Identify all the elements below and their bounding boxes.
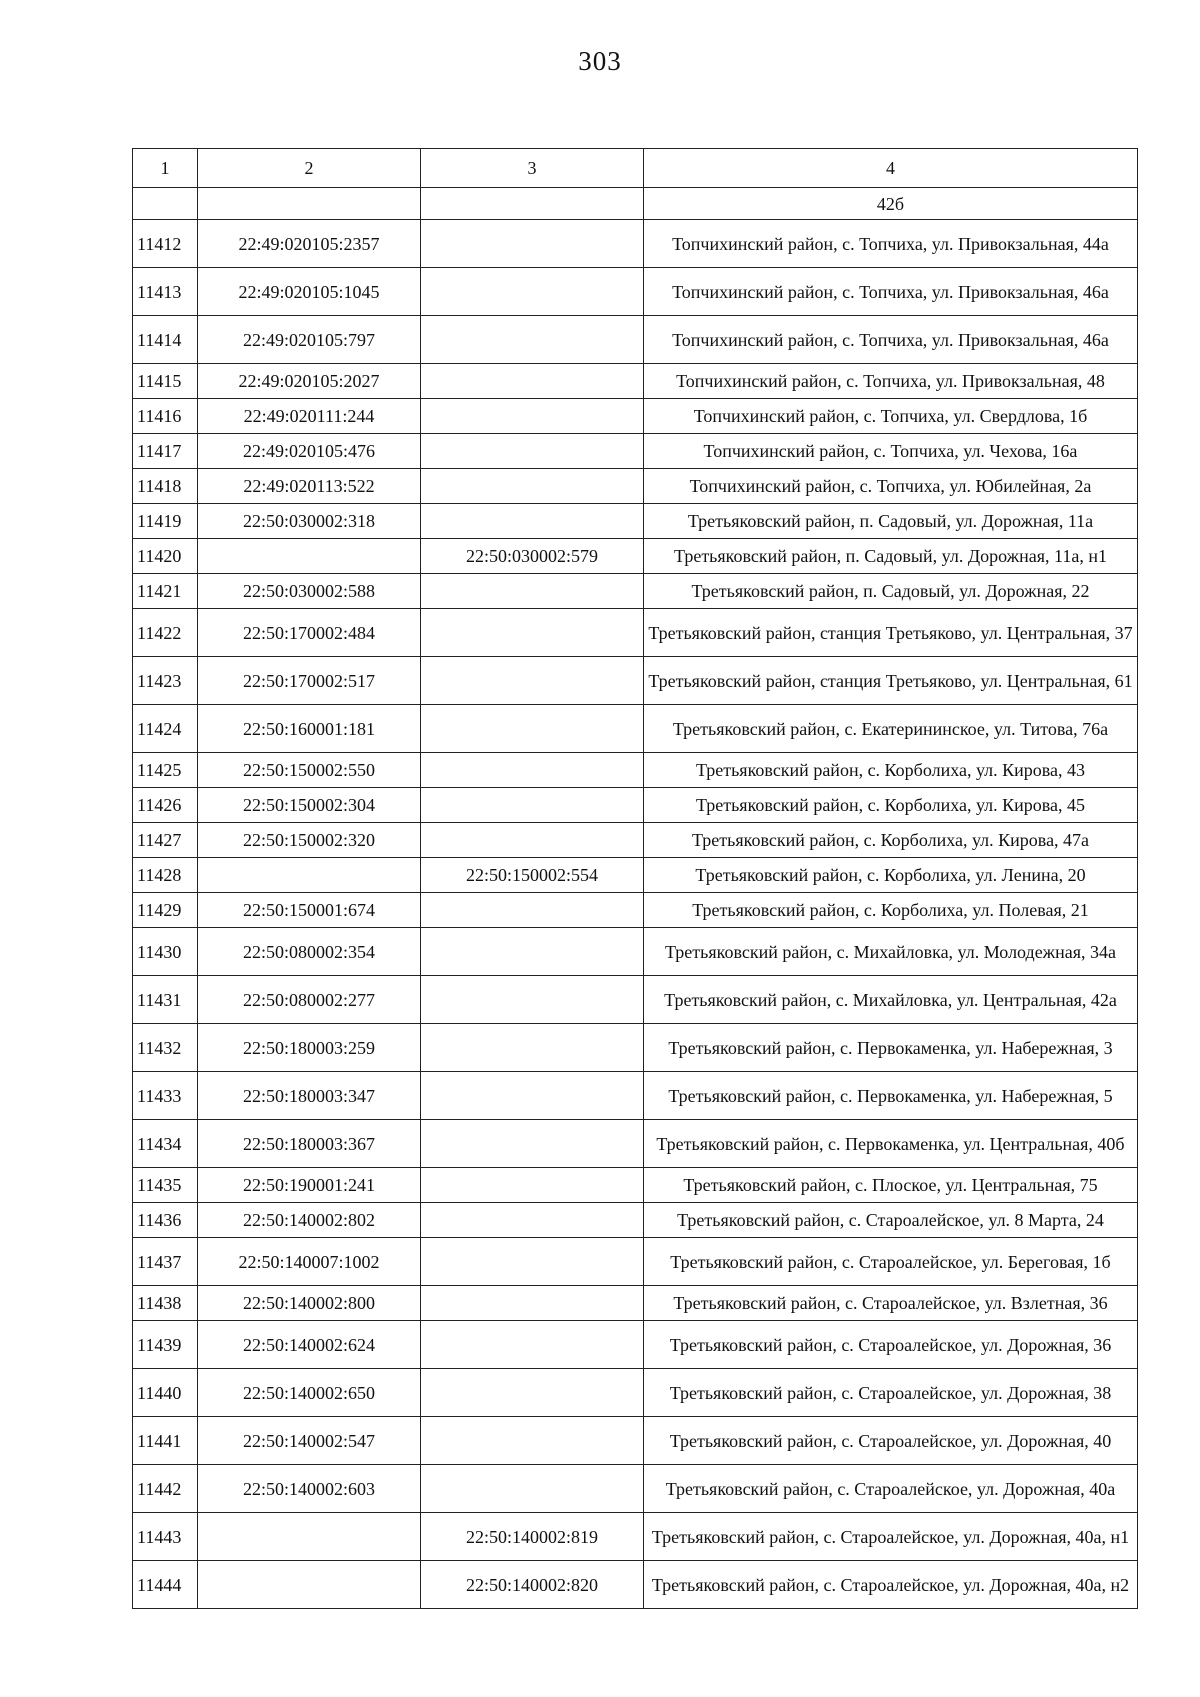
cadastral-number-col-2: 22:50:180003:347 [198, 1072, 421, 1120]
cadastral-number-col-3 [421, 657, 644, 705]
row-number: 11436 [133, 1203, 198, 1238]
cadastral-number-col-3 [421, 609, 644, 657]
continuation-col-2 [198, 188, 421, 220]
cadastral-number-col-2: 22:50:030002:588 [198, 574, 421, 609]
cadastral-number-col-2: 22:49:020105:1045 [198, 268, 421, 316]
table-row [133, 788, 1138, 823]
cadastral-number-col-3 [421, 1203, 644, 1238]
cadastral-number-col-2 [198, 539, 421, 574]
cadastral-number-col-2: 22:50:030002:318 [198, 504, 421, 539]
cadastral-number-col-2: 22:50:140002:547 [198, 1417, 421, 1465]
address: Третьяковский район, с. Первокаменка, ул. Центральная, 40б [644, 1120, 1138, 1168]
row-number: 11438 [133, 1286, 198, 1321]
cadastral-number-col-3: 22:50:030002:579 [421, 539, 644, 574]
row-number: 11440 [133, 1369, 198, 1417]
continuation-col-3 [421, 188, 644, 220]
cadastral-number-col-3 [421, 504, 644, 539]
cadastral-number-col-2: 22:49:020105:2027 [198, 364, 421, 399]
address: Третьяковский район, станция Третьяково, ул. Центральная, 61 [644, 657, 1138, 705]
cadastral-number-col-2: 22:49:020105:2357 [198, 220, 421, 268]
row-number: 11414 [133, 316, 198, 364]
table-row [133, 469, 1138, 504]
cadastral-number-col-3 [421, 893, 644, 928]
table-row [133, 1417, 1138, 1465]
table-row [133, 1024, 1138, 1072]
cadastral-number-col-3 [421, 1072, 644, 1120]
address: Третьяковский район, с. Староалейское, ул. Взлетная, 36 [644, 1286, 1138, 1321]
table-row [133, 316, 1138, 364]
cadastral-number-col-3 [421, 705, 644, 753]
row-number: 11442 [133, 1465, 198, 1513]
cadastral-number-col-3 [421, 976, 644, 1024]
registry-table [132, 148, 1138, 1609]
address: Третьяковский район, с. Староалейское, ул. Береговая, 1б [644, 1238, 1138, 1286]
cadastral-number-col-2 [198, 1561, 421, 1609]
cadastral-number-col-3 [421, 316, 644, 364]
address: Третьяковский район, с. Корболиха, ул. Ленина, 20 [644, 858, 1138, 893]
cadastral-number-col-3: 22:50:140002:819 [421, 1513, 644, 1561]
cadastral-number-col-2: 22:50:080002:354 [198, 928, 421, 976]
address: Третьяковский район, с. Первокаменка, ул. Набережная, 3 [644, 1024, 1138, 1072]
cadastral-number-col-2: 22:50:140007:1002 [198, 1238, 421, 1286]
cadastral-number-col-2: 22:49:020105:797 [198, 316, 421, 364]
continuation-address: 42б [644, 188, 1138, 220]
address: Топчихинский район, с. Топчиха, ул. Свердлова, 1б [644, 399, 1138, 434]
cadastral-number-col-2: 22:50:140002:802 [198, 1203, 421, 1238]
row-number: 11418 [133, 469, 198, 504]
row-number: 11423 [133, 657, 198, 705]
row-number: 11412 [133, 220, 198, 268]
cadastral-number-col-2: 22:50:160001:181 [198, 705, 421, 753]
table-row [133, 220, 1138, 268]
cadastral-number-col-3 [421, 788, 644, 823]
cadastral-number-col-2: 22:50:140002:800 [198, 1286, 421, 1321]
address: Третьяковский район, с. Первокаменка, ул. Набережная, 5 [644, 1072, 1138, 1120]
table-row [133, 399, 1138, 434]
cadastral-number-col-2: 22:50:140002:603 [198, 1465, 421, 1513]
row-number: 11427 [133, 823, 198, 858]
continuation-row [133, 188, 1138, 220]
table-row [133, 609, 1138, 657]
table-row [133, 858, 1138, 893]
row-number: 11441 [133, 1417, 198, 1465]
address: Топчихинский район, с. Топчиха, ул. Привокзальная, 44а [644, 220, 1138, 268]
cadastral-number-col-2 [198, 858, 421, 893]
row-number: 11443 [133, 1513, 198, 1561]
row-number: 11433 [133, 1072, 198, 1120]
cadastral-number-col-3 [421, 928, 644, 976]
address: Третьяковский район, с. Корболиха, ул. Кирова, 47а [644, 823, 1138, 858]
row-number: 11425 [133, 753, 198, 788]
address: Третьяковский район, с. Корболиха, ул. Кирова, 43 [644, 753, 1138, 788]
table-row [133, 1120, 1138, 1168]
row-number: 11417 [133, 434, 198, 469]
cadastral-number-col-2: 22:49:020111:244 [198, 399, 421, 434]
table-row [133, 823, 1138, 858]
table-row [133, 1561, 1138, 1609]
header-col-2: 2 [198, 149, 421, 188]
address: Третьяковский район, п. Садовый, ул. Дорожная, 11а, н1 [644, 539, 1138, 574]
table-row [133, 1513, 1138, 1561]
cadastral-number-col-2: 22:50:150002:550 [198, 753, 421, 788]
row-number: 11426 [133, 788, 198, 823]
address: Третьяковский район, п. Садовый, ул. Дорожная, 11а [644, 504, 1138, 539]
address: Третьяковский район, станция Третьяково, ул. Центральная, 37 [644, 609, 1138, 657]
table-row [133, 893, 1138, 928]
table-row [133, 539, 1138, 574]
address: Топчихинский район, с. Топчиха, ул. Привокзальная, 46а [644, 268, 1138, 316]
table-row [133, 753, 1138, 788]
table-row [133, 504, 1138, 539]
row-number: 11429 [133, 893, 198, 928]
cadastral-number-col-2: 22:50:170002:484 [198, 609, 421, 657]
cadastral-number-col-3 [421, 268, 644, 316]
cadastral-number-col-3 [421, 434, 644, 469]
cadastral-number-col-3 [421, 220, 644, 268]
cadastral-number-col-2: 22:50:180003:259 [198, 1024, 421, 1072]
cadastral-number-col-2: 22:50:140002:624 [198, 1321, 421, 1369]
address: Третьяковский район, п. Садовый, ул. Дорожная, 22 [644, 574, 1138, 609]
header-col-1: 1 [133, 149, 198, 188]
cadastral-number-col-3 [421, 399, 644, 434]
table-row [133, 364, 1138, 399]
address: Третьяковский район, с. Корболиха, ул. Полевая, 21 [644, 893, 1138, 928]
address: Топчихинский район, с. Топчиха, ул. Привокзальная, 46а [644, 316, 1138, 364]
cadastral-number-col-3 [421, 364, 644, 399]
cadastral-number-col-2: 22:50:080002:277 [198, 976, 421, 1024]
cadastral-number-col-3 [421, 1120, 644, 1168]
table-row [133, 1072, 1138, 1120]
address: Топчихинский район, с. Топчиха, ул. Чехова, 16а [644, 434, 1138, 469]
cadastral-number-col-3 [421, 1238, 644, 1286]
cadastral-number-col-2: 22:50:150001:674 [198, 893, 421, 928]
row-number: 11434 [133, 1120, 198, 1168]
cadastral-number-col-2: 22:50:150002:304 [198, 788, 421, 823]
table-row [133, 574, 1138, 609]
cadastral-number-col-2: 22:49:020113:522 [198, 469, 421, 504]
cadastral-number-col-2: 22:50:180003:367 [198, 1120, 421, 1168]
cadastral-number-col-3 [421, 1024, 644, 1072]
cadastral-number-col-2 [198, 1513, 421, 1561]
address: Третьяковский район, с. Староалейское, ул. 8 Марта, 24 [644, 1203, 1138, 1238]
row-number: 11428 [133, 858, 198, 893]
address: Третьяковский район, с. Екатерининское, ул. Титова, 76а [644, 705, 1138, 753]
row-number: 11432 [133, 1024, 198, 1072]
row-number: 11416 [133, 399, 198, 434]
address: Топчихинский район, с. Топчиха, ул. Юбилейная, 2а [644, 469, 1138, 504]
table-row [133, 1286, 1138, 1321]
table-row [133, 1168, 1138, 1203]
cadastral-number-col-2: 22:50:140002:650 [198, 1369, 421, 1417]
row-number: 11413 [133, 268, 198, 316]
row-number: 11435 [133, 1168, 198, 1203]
page-number: 303 [578, 46, 622, 76]
row-number: 11431 [133, 976, 198, 1024]
address: Третьяковский район, с. Староалейское, ул. Дорожная, 40а, н1 [644, 1513, 1138, 1561]
cadastral-number-col-3 [421, 1417, 644, 1465]
address: Третьяковский район, с. Корболиха, ул. Кирова, 45 [644, 788, 1138, 823]
row-number: 11430 [133, 928, 198, 976]
table-row [133, 928, 1138, 976]
cadastral-number-col-3 [421, 1321, 644, 1369]
row-number: 11421 [133, 574, 198, 609]
table-row [133, 1203, 1138, 1238]
cadastral-number-col-2: 22:49:020105:476 [198, 434, 421, 469]
table-row [133, 657, 1138, 705]
cadastral-number-col-3 [421, 574, 644, 609]
cadastral-number-col-2: 22:50:150002:320 [198, 823, 421, 858]
table-row [133, 434, 1138, 469]
row-number: 11424 [133, 705, 198, 753]
address: Третьяковский район, с. Староалейское, ул. Дорожная, 40а [644, 1465, 1138, 1513]
cadastral-number-col-3 [421, 469, 644, 504]
address: Третьяковский район, с. Михайловка, ул. Молодежная, 34а [644, 928, 1138, 976]
address: Третьяковский район, с. Староалейское, ул. Дорожная, 38 [644, 1369, 1138, 1417]
row-number: 11437 [133, 1238, 198, 1286]
address: Третьяковский район, с. Плоское, ул. Центральная, 75 [644, 1168, 1138, 1203]
table-row [133, 1465, 1138, 1513]
table-header-row [133, 149, 1138, 188]
table-row [133, 1238, 1138, 1286]
table-row [133, 976, 1138, 1024]
cadastral-number-col-3 [421, 823, 644, 858]
row-number: 11420 [133, 539, 198, 574]
row-number: 11415 [133, 364, 198, 399]
cadastral-number-col-3 [421, 1465, 644, 1513]
cadastral-number-col-3: 22:50:150002:554 [421, 858, 644, 893]
row-number: 11444 [133, 1561, 198, 1609]
row-number: 11439 [133, 1321, 198, 1369]
table-row [133, 1369, 1138, 1417]
row-number: 11422 [133, 609, 198, 657]
table-row [133, 1321, 1138, 1369]
cadastral-number-col-3 [421, 1168, 644, 1203]
address: Третьяковский район, с. Староалейское, ул. Дорожная, 40 [644, 1417, 1138, 1465]
table-row [133, 268, 1138, 316]
cadastral-number-col-3 [421, 1286, 644, 1321]
header-col-4: 4 [644, 149, 1138, 188]
cadastral-number-col-2: 22:50:190001:241 [198, 1168, 421, 1203]
registry-table-body [133, 149, 1138, 1609]
address: Третьяковский район, с. Михайловка, ул. Центральная, 42а [644, 976, 1138, 1024]
table-row [133, 705, 1138, 753]
cadastral-number-col-2: 22:50:170002:517 [198, 657, 421, 705]
address: Третьяковский район, с. Староалейское, ул. Дорожная, 40а, н2 [644, 1561, 1138, 1609]
address: Топчихинский район, с. Топчиха, ул. Привокзальная, 48 [644, 364, 1138, 399]
row-number: 11419 [133, 504, 198, 539]
cadastral-number-col-3 [421, 1369, 644, 1417]
header-col-3: 3 [421, 149, 644, 188]
cadastral-number-col-3: 22:50:140002:820 [421, 1561, 644, 1609]
address: Третьяковский район, с. Староалейское, ул. Дорожная, 36 [644, 1321, 1138, 1369]
cadastral-number-col-3 [421, 753, 644, 788]
continuation-col-1 [133, 188, 198, 220]
